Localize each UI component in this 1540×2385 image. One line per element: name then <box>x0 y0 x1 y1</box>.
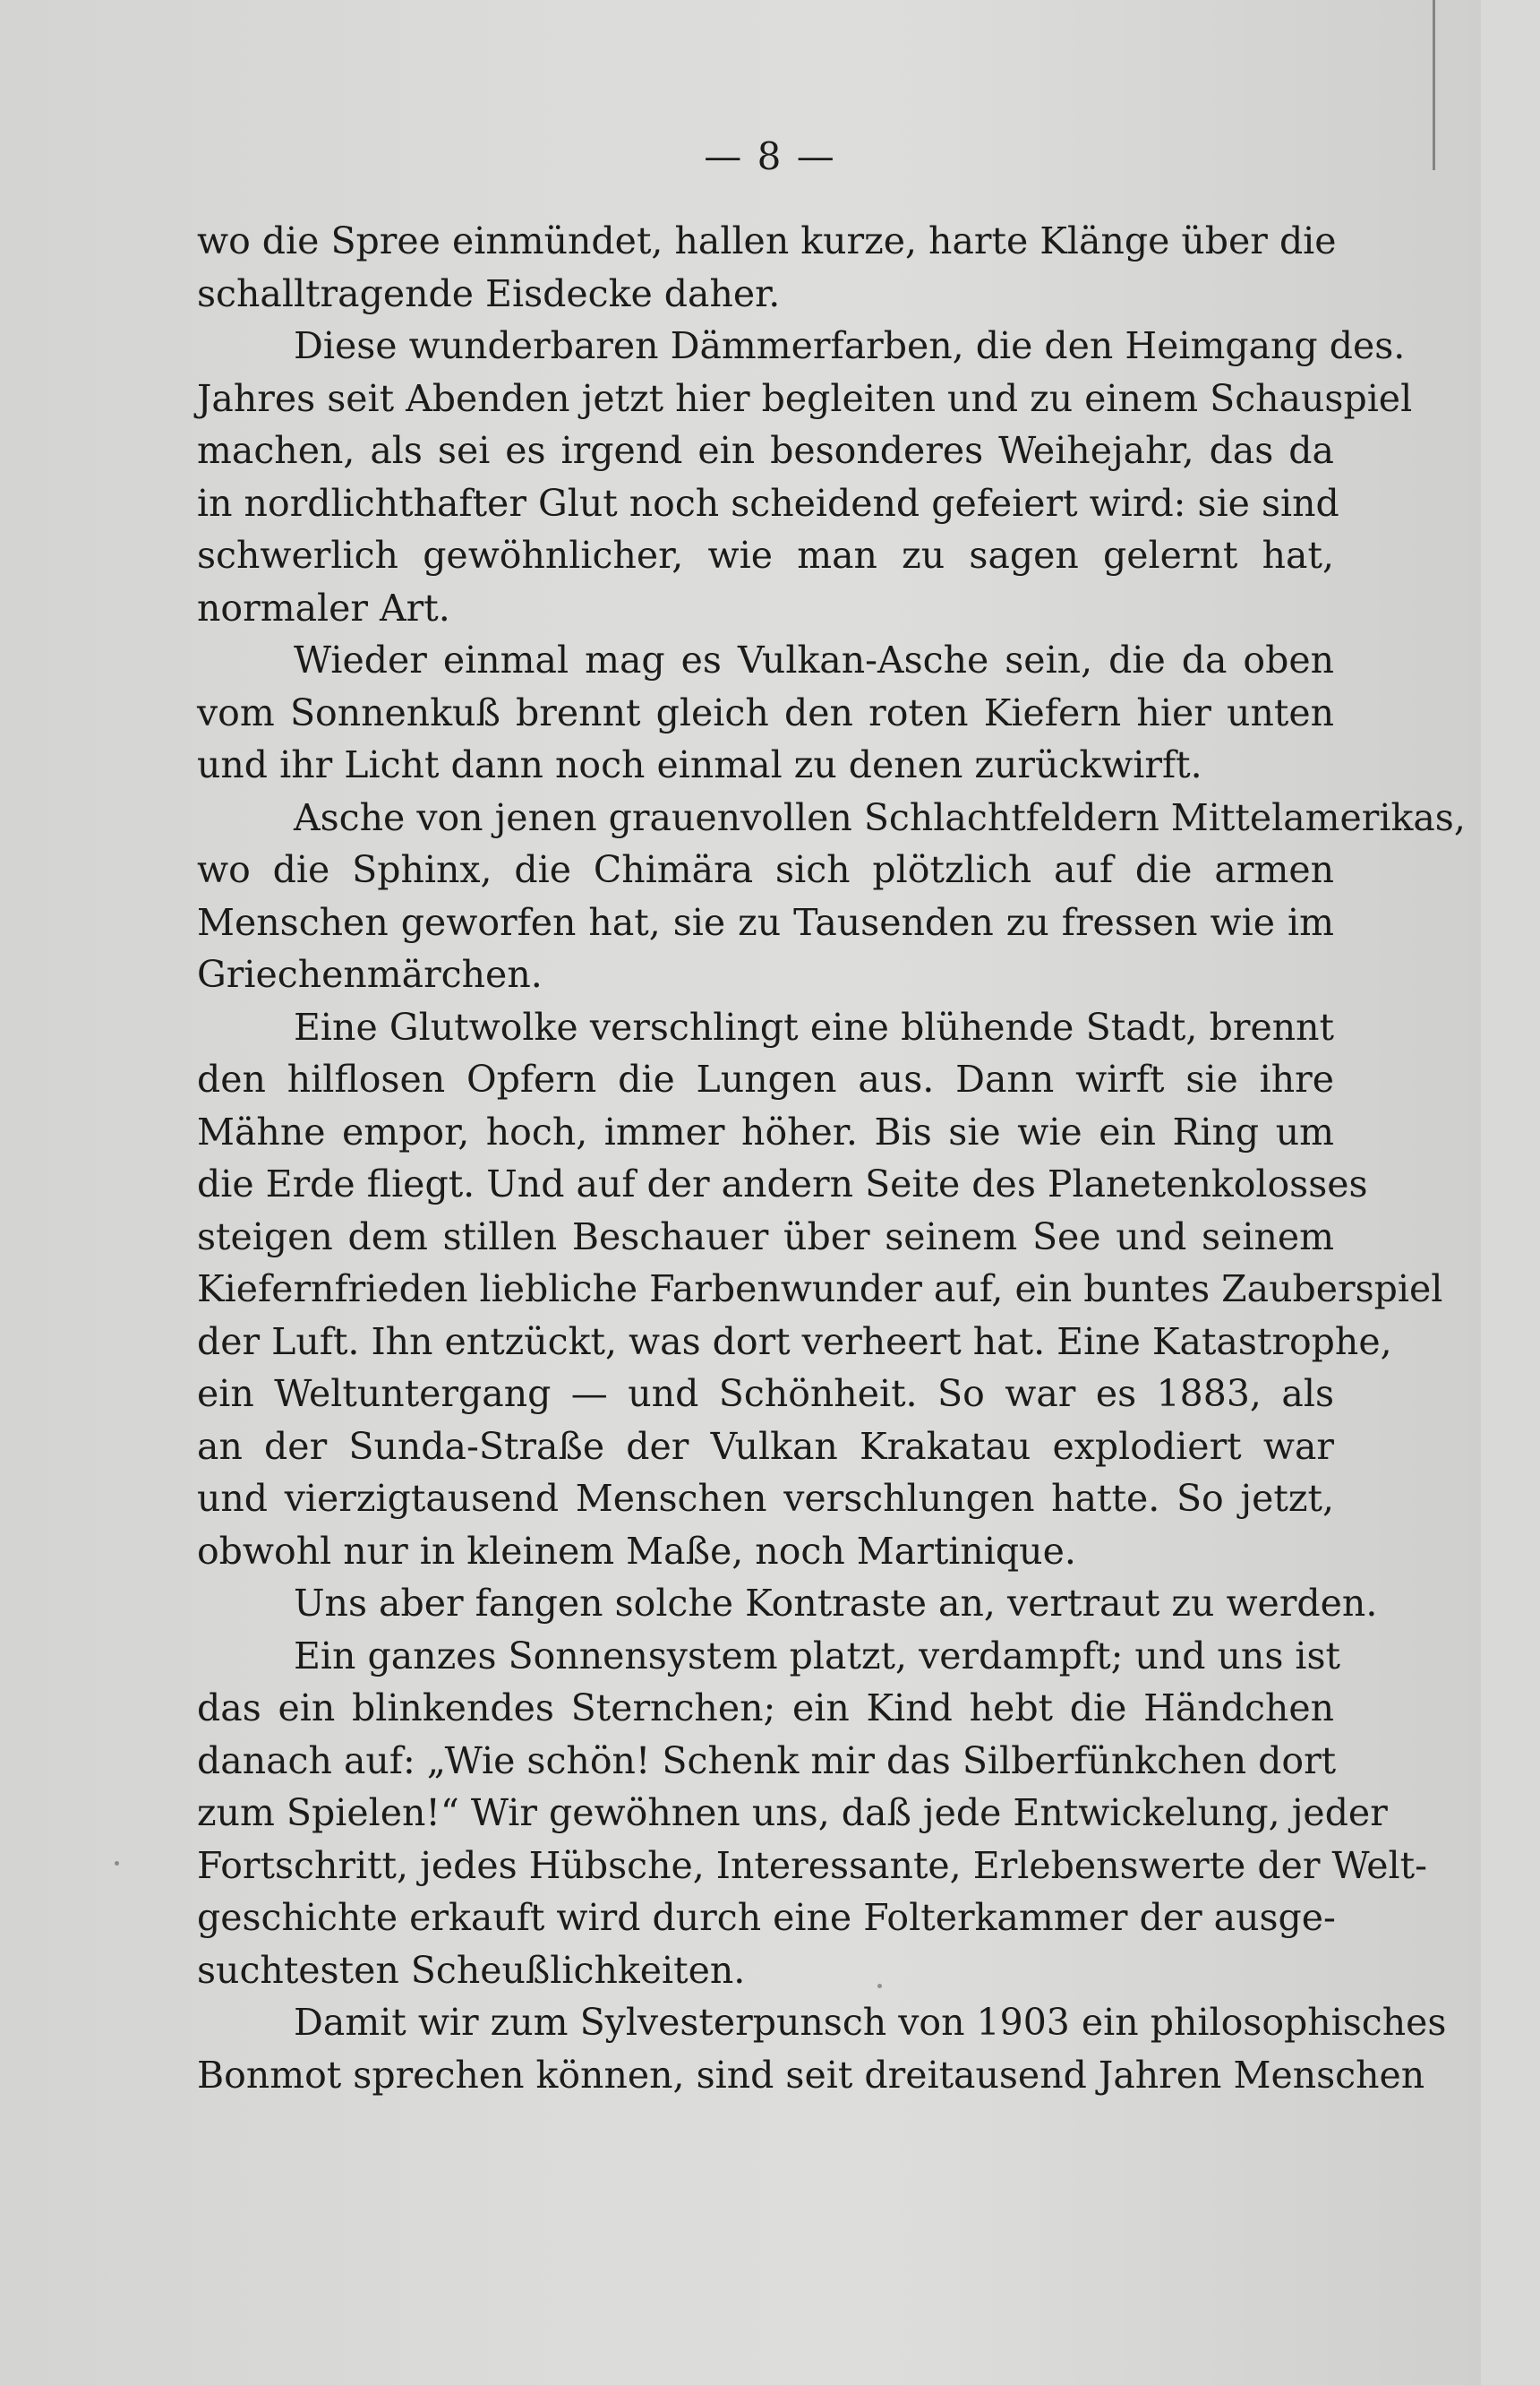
text-line: zum Spielen!“ Wir gewöhnen uns, daß jede Entwickelung, jeder <box>197 1791 1388 1834</box>
text-line: schalltragende Eisdecke daher. <box>197 271 781 315</box>
text-line: an der Sunda-Straße der Vulkan Krakatau explodiert war <box>197 1424 1334 1468</box>
body-text <box>197 215 1466 2101</box>
text-line: Wieder einmal mag es Vulkan-Asche sein, die da oben <box>294 639 1334 682</box>
text-line: Bonmot sprechen können, sind seit dreitausend Jahren Menschen <box>197 2053 1425 2097</box>
text-line: die Erde fliegt. Und auf der andern Seite des Planetenkolosses <box>197 1162 1368 1205</box>
text-line: in nordlichthafter Glut noch scheidend gefeiert wird: sie sind <box>197 481 1339 525</box>
text-line: suchtesten Scheußlichkeiten. <box>197 1948 746 1992</box>
text-line: Damit wir zum Sylvesterpunsch von 1903 ein philosophisches <box>294 2001 1447 2044</box>
text-line: steigen dem stillen Beschauer über seinem See und seinem <box>197 1214 1334 1258</box>
page-number: — 8 — <box>704 134 836 178</box>
text-line: das ein blinkendes Sternchen; ein Kind hebt die Händchen <box>197 1686 1334 1729</box>
text-line: Fortschritt, jedes Hübsche, Interessante, Erlebenswerte der Welt- <box>197 1843 1427 1887</box>
text-line: obwohl nur in kleinem Maße, noch Martinique. <box>197 1529 1076 1573</box>
text-line: vom Sonnenkuß brennt gleich den roten Kiefern hier unten <box>197 691 1334 734</box>
paper-speck <box>115 1861 119 1866</box>
text-line: wo die Spree einmündet, hallen kurze, harte Klänge über die <box>197 219 1337 262</box>
text-line: der Luft. Ihn entzückt, was dort verheert hat. Eine Katastrophe, <box>197 1319 1392 1363</box>
text-line: Griechenmärchen. <box>197 953 543 996</box>
text-line: den hilflosen Opfern die Lungen aus. Dann wirft sie ihre <box>197 1058 1334 1101</box>
text-line: und ihr Licht dann noch einmal zu denen zurückwirft. <box>197 743 1202 786</box>
text-line: wo die Sphinx, die Chimära sich plötzlich auf die armen <box>197 848 1334 891</box>
text-line: Kiefernfrieden liebliche Farbenwunder auf, ein buntes Zauberspiel <box>197 1267 1443 1310</box>
text-line: schwerlich gewöhnlicher, wie man zu sagen gelernt hat, <box>197 534 1334 577</box>
text-line: Ein ganzes Sonnensystem platzt, verdampft; und uns ist <box>294 1634 1341 1677</box>
text-line: Asche von jenen grauenvollen Schlachtfeldern Mittelamerikas, <box>294 795 1466 839</box>
text-line: Eine Glutwolke verschlingt eine blühende Stadt, brennt <box>294 1005 1334 1049</box>
text-line: Mähne empor, hoch, immer höher. Bis sie wie ein Ring um <box>197 1110 1334 1154</box>
text-line: Jahres seit Abenden jetzt hier begleiten und zu einem Schauspiel <box>197 376 1413 420</box>
text-line: geschichte erkauft wird durch eine Folterkammer der ausge- <box>197 1896 1336 1939</box>
text-line: danach auf: „Wie schön! Schenk mir das Silberfünkchen dort <box>197 1738 1337 1782</box>
text-line: machen, als sei es irgend ein besonderes Weihejahr, das da <box>197 429 1334 472</box>
text-line: Uns aber fangen solche Kontraste an, vertraut zu werden. <box>294 1582 1378 1625</box>
text-line: Menschen geworfen hat, sie zu Tausenden zu fressen wie im <box>197 900 1334 944</box>
text-line: normaler Art. <box>197 586 450 630</box>
text-line: und vierzigtausend Menschen verschlungen hatte. So jetzt, <box>197 1477 1334 1520</box>
text-line: Diese wunderbaren Dämmerfarben, die den Heimgang des. <box>294 324 1406 367</box>
text-line: ein Weltuntergang — und Schönheit. So war es 1883, als <box>197 1372 1334 1415</box>
